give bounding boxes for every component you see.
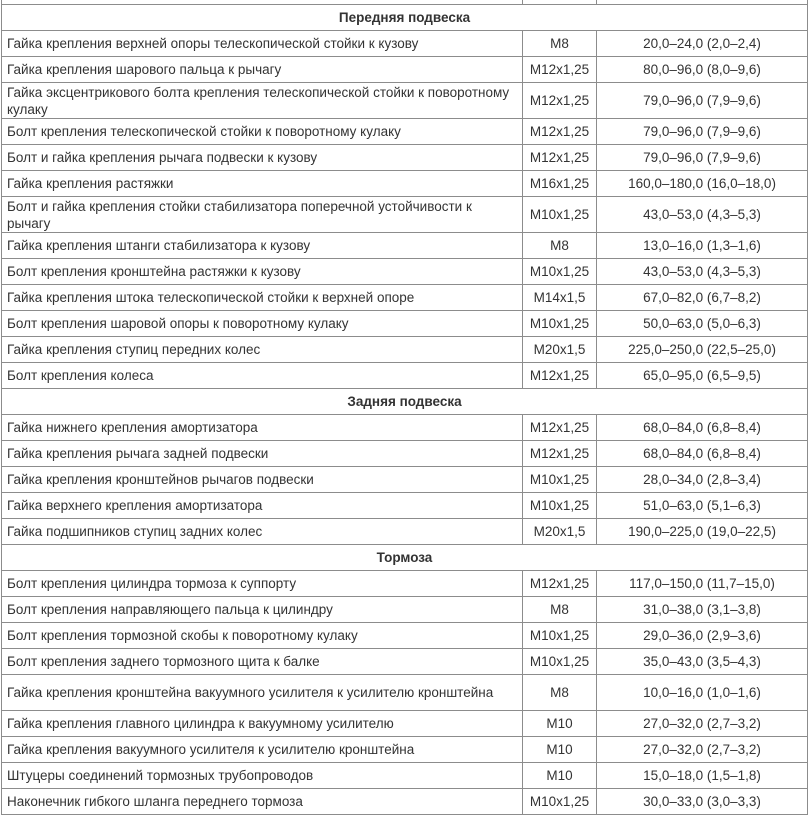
torque-value-cell: 68,0–84,0 (6,8–8,4) [597,441,808,467]
thread-size-cell: M12x1,25 [523,57,597,83]
fastener-name-cell: Гайка крепления рычага задней подвески [2,441,523,467]
torque-value-cell: 80,0–96,0 (8,0–9,6) [597,57,808,83]
thread-size-cell: M12x1,25 [523,83,597,119]
thread-size-cell: M12x1,25 [523,119,597,145]
thread-size-cell: M10x1,25 [523,311,597,337]
table-row [2,571,808,597]
fastener-name-cell: Наконечник гибкого шланга переднего тормоза [2,789,523,815]
torque-value-cell: 43,0–53,0 (4,3–5,3) [597,197,808,233]
thread-size-cell: M12x1,25 [523,441,597,467]
table-row [2,737,808,763]
table-row [2,285,808,311]
thread-size-cell: M8 [523,597,597,623]
fastener-name-cell: Гайка крепления кронштейна вакуумного усилителя к усилителю кронштейна [2,675,523,711]
fastener-name-cell: Гайка крепления вакуумного усилителя к усилителю кронштейна [2,737,523,763]
table-row [2,171,808,197]
fastener-name-cell: Гайка верхнего крепления амортизатора [2,493,523,519]
torque-value-cell: 10,0–16,0 (1,0–1,6) [597,675,808,711]
table-row [2,197,808,233]
thread-size-cell: M8 [523,675,597,711]
thread-size-cell: M10x1,25 [523,467,597,493]
fastener-name-cell: Болт и гайка крепления рычага подвески к кузову [2,145,523,171]
torque-value-cell: 15,0–18,0 (1,5–1,8) [597,763,808,789]
thread-size-cell: M10x1,25 [523,493,597,519]
thread-size-cell: M12x1,25 [523,363,597,389]
section-header-row [2,5,808,31]
section-title: Передняя подвеска [2,5,808,31]
torque-value-cell: 20,0–24,0 (2,0–2,4) [597,31,808,57]
fastener-name-cell: Гайка крепления главного цилиндра к вакуумному усилителю [2,711,523,737]
torque-value-cell: 27,0–32,0 (2,7–3,2) [597,737,808,763]
table-row [2,83,808,119]
torque-spec-table [1,0,808,815]
torque-value-cell: 50,0–63,0 (5,0–6,3) [597,311,808,337]
fastener-name-cell: Болт и гайка крепления стойки стабилизатора поперечной устойчивости к рычагу [2,197,523,233]
torque-value-cell: 31,0–38,0 (3,1–3,8) [597,597,808,623]
thread-size-cell: M10x1,25 [523,259,597,285]
torque-value-cell: 160,0–180,0 (16,0–18,0) [597,171,808,197]
torque-value-cell: 225,0–250,0 (22,5–25,0) [597,337,808,363]
table-row [2,493,808,519]
torque-value-cell: 65,0–95,0 (6,5–9,5) [597,363,808,389]
fastener-name-cell: Гайка крепления шарового пальца к рычагу [2,57,523,83]
thread-size-cell: M12x1,25 [523,145,597,171]
section-title: Тормоза [2,545,808,571]
thread-size-cell: M8 [523,31,597,57]
fastener-name-cell: Болт крепления заднего тормозного щита к балке [2,649,523,675]
torque-value-cell: 117,0–150,0 (11,7–15,0) [597,571,808,597]
table-row [2,789,808,815]
table-row [2,623,808,649]
torque-value-cell: 79,0–96,0 (7,9–9,6) [597,119,808,145]
torque-value-cell: 67,0–82,0 (6,7–8,2) [597,285,808,311]
table-row [2,763,808,789]
torque-value-cell: 27,0–32,0 (2,7–3,2) [597,711,808,737]
fastener-name-cell: Гайка эксцентрикового болта крепления телескопической стойки к поворотному кулаку [2,83,523,119]
table-row [2,711,808,737]
thread-size-cell: M12x1,25 [523,415,597,441]
fastener-name-cell: Гайка нижнего крепления амортизатора [2,415,523,441]
table-row [2,519,808,545]
fastener-name-cell: Штуцеры соединений тормозных трубопроводов [2,763,523,789]
torque-value-cell: 79,0–96,0 (7,9–9,6) [597,83,808,119]
thread-size-cell: M14x1,5 [523,285,597,311]
thread-size-cell: M8 [523,233,597,259]
torque-value-cell: 43,0–53,0 (4,3–5,3) [597,259,808,285]
table-row [2,649,808,675]
fastener-name-cell: Гайка крепления растяжки [2,171,523,197]
thread-size-cell: M10 [523,763,597,789]
thread-size-cell: M10 [523,711,597,737]
torque-value-cell: 13,0–16,0 (1,3–1,6) [597,233,808,259]
thread-size-cell: M10x1,25 [523,649,597,675]
thread-size-cell: M10x1,25 [523,197,597,233]
section-title: Задняя подвеска [2,389,808,415]
section-header-row [2,545,808,571]
fastener-name-cell: Гайка крепления кронштейнов рычагов подвески [2,467,523,493]
fastener-name-cell: Болт крепления колеса [2,363,523,389]
thread-size-cell: M10 [523,737,597,763]
fastener-name-cell: Гайка крепления штанги стабилизатора к кузову [2,233,523,259]
fastener-name-cell: Болт крепления телескопической стойки к поворотному кулаку [2,119,523,145]
thread-size-cell: M12x1,25 [523,571,597,597]
table-row [2,415,808,441]
table-row [2,57,808,83]
fastener-name-cell: Гайка крепления ступиц передних колес [2,337,523,363]
fastener-name-cell: Гайка крепления верхней опоры телескопической стойки к кузову [2,31,523,57]
torque-value-cell: 30,0–33,0 (3,0–3,3) [597,789,808,815]
table-row [2,467,808,493]
torque-value-cell: 51,0–63,0 (5,1–6,3) [597,493,808,519]
table-row [2,233,808,259]
fastener-name-cell: Болт крепления тормозной скобы к поворотному кулаку [2,623,523,649]
fastener-name-cell: Гайка подшипников ступиц задних колес [2,519,523,545]
torque-spec-table-body [2,0,808,815]
thread-size-cell: M20x1,5 [523,519,597,545]
table-row [2,259,808,285]
table-row [2,363,808,389]
thread-size-cell: M10x1,25 [523,623,597,649]
fastener-name-cell: Болт крепления шаровой опоры к поворотному кулаку [2,311,523,337]
torque-value-cell: 29,0–36,0 (2,9–3,6) [597,623,808,649]
fastener-name-cell: Гайка крепления штока телескопической стойки к верхней опоре [2,285,523,311]
fastener-name-cell: Болт крепления направляющего пальца к цилиндру [2,597,523,623]
table-row [2,597,808,623]
section-header-row [2,389,808,415]
table-row [2,31,808,57]
torque-value-cell: 35,0–43,0 (3,5–4,3) [597,649,808,675]
table-row [2,311,808,337]
torque-value-cell: 79,0–96,0 (7,9–9,6) [597,145,808,171]
torque-value-cell: 190,0–225,0 (19,0–22,5) [597,519,808,545]
thread-size-cell: M16x1,25 [523,171,597,197]
thread-size-cell: M10x1,25 [523,789,597,815]
fastener-name-cell: Болт крепления цилиндра тормоза к суппорту [2,571,523,597]
table-row [2,145,808,171]
table-row [2,119,808,145]
torque-value-cell: 68,0–84,0 (6,8–8,4) [597,415,808,441]
table-row [2,675,808,711]
fastener-name-cell: Болт крепления кронштейна растяжки к кузову [2,259,523,285]
table-row [2,337,808,363]
thread-size-cell: M20x1,5 [523,337,597,363]
torque-value-cell: 28,0–34,0 (2,8–3,4) [597,467,808,493]
table-row [2,441,808,467]
